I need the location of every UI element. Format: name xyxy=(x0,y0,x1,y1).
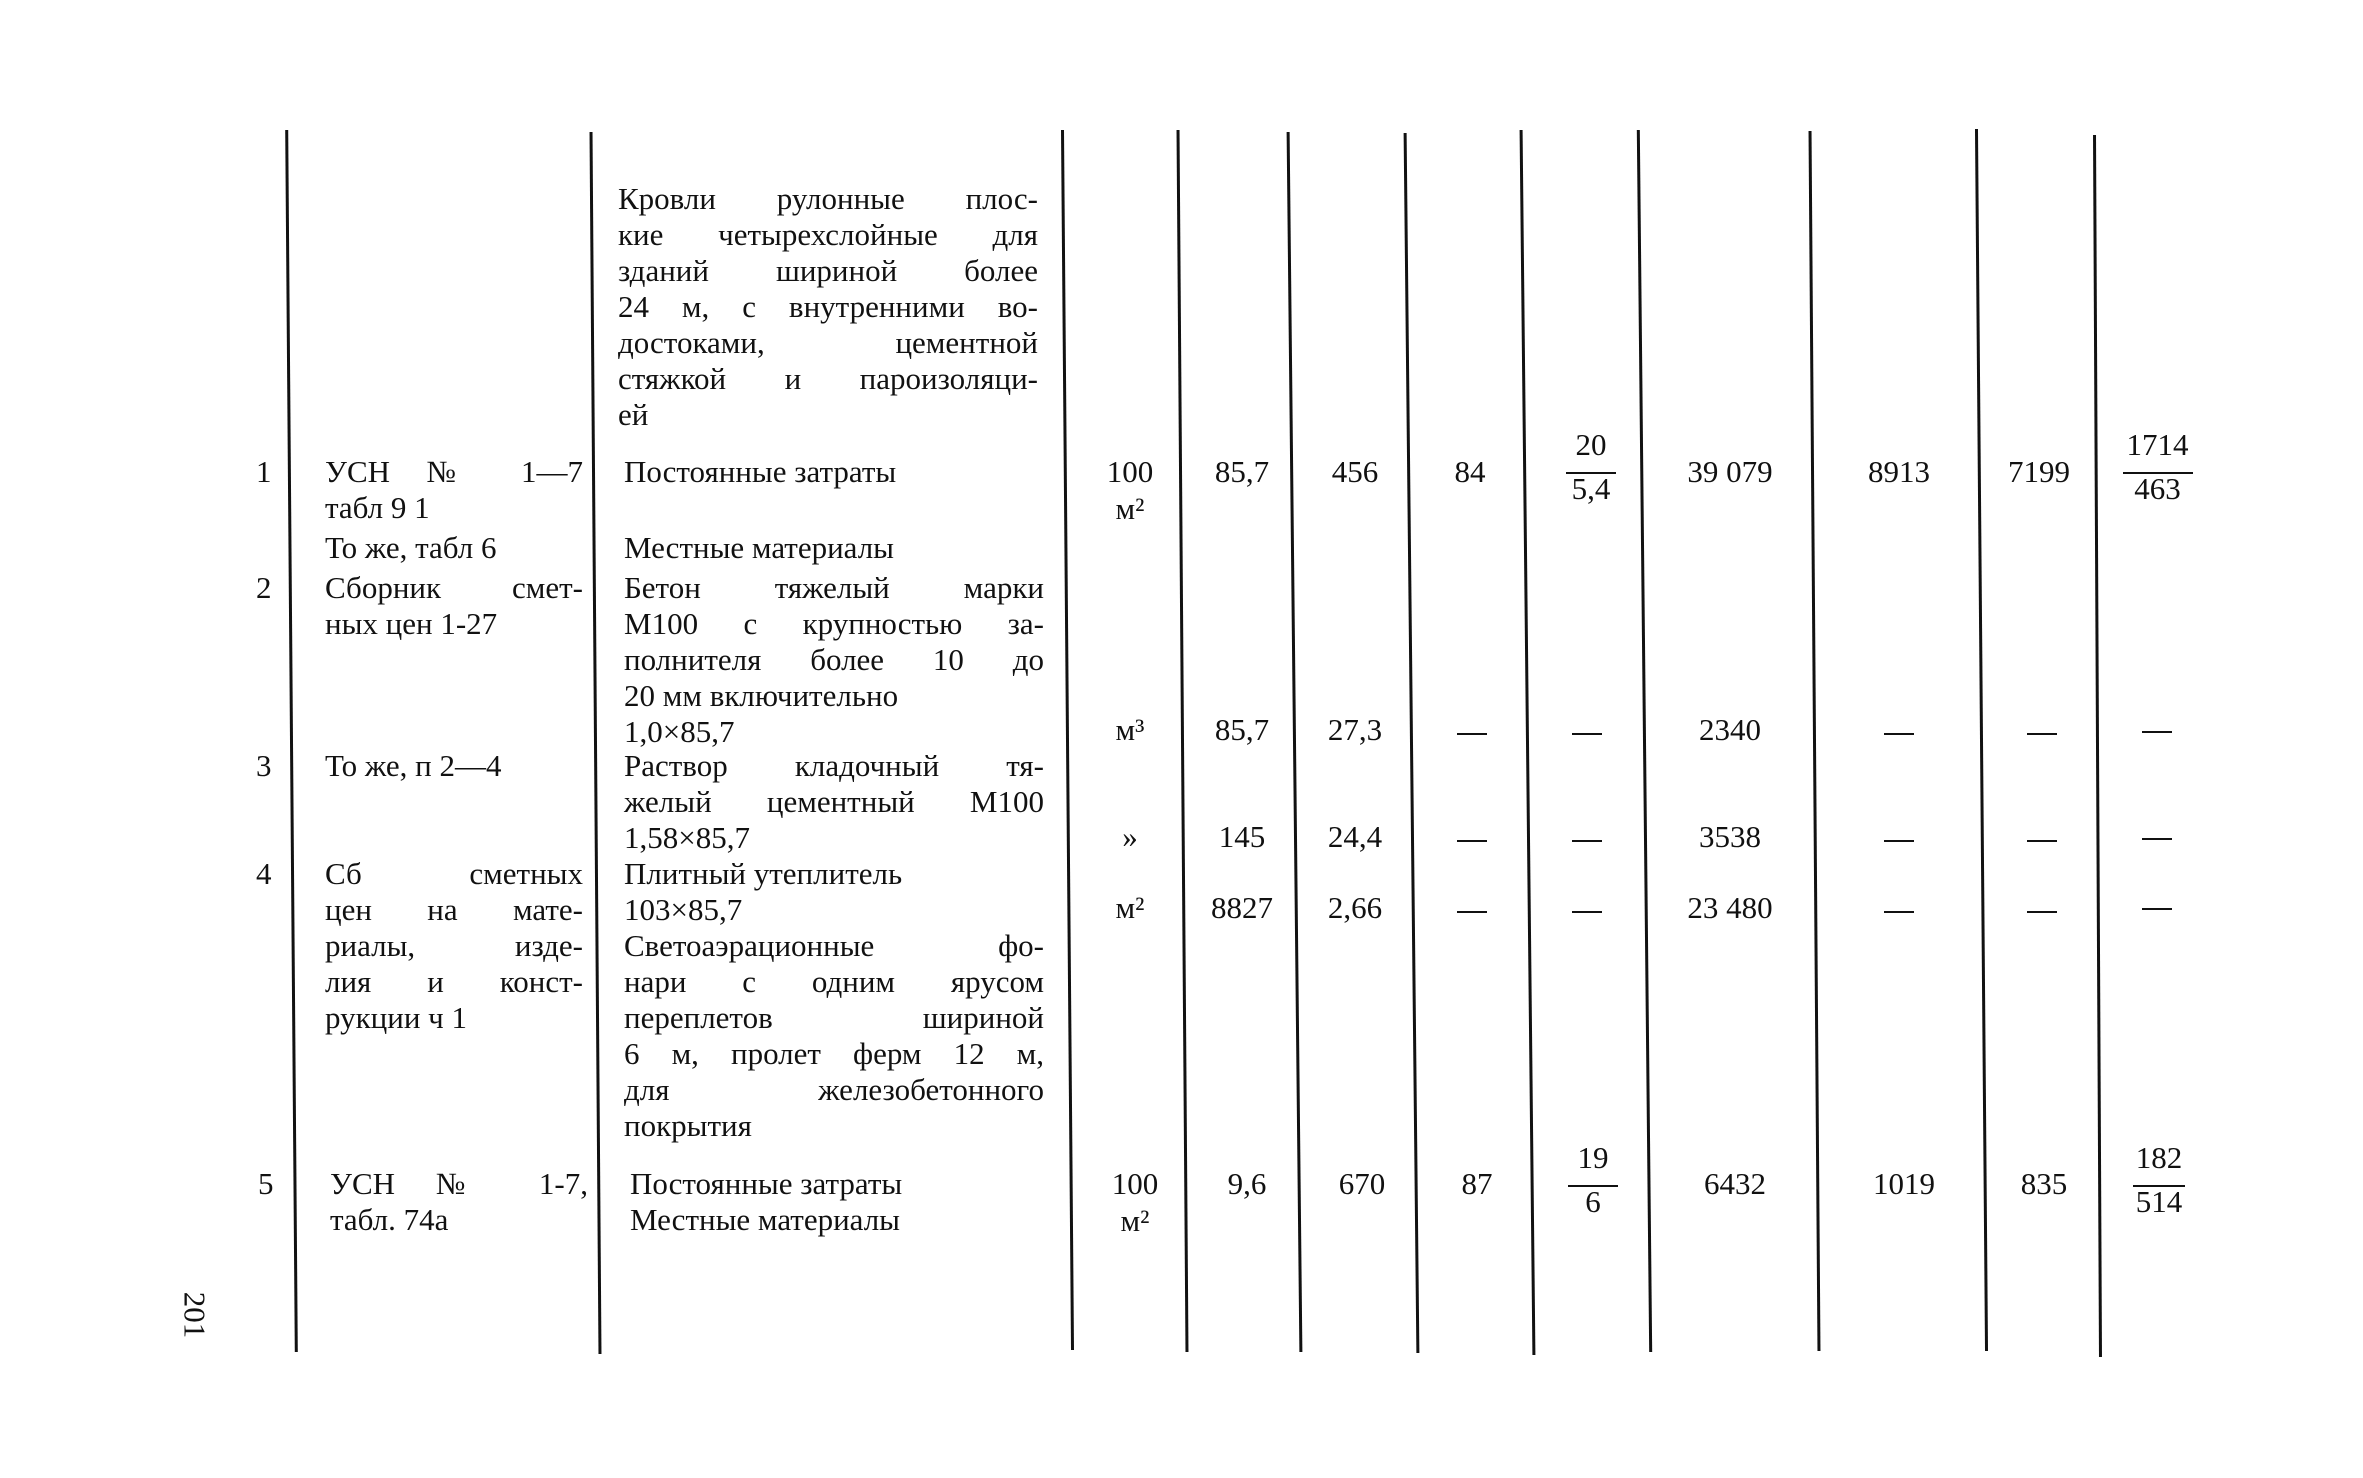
dash-col6 xyxy=(1457,840,1487,842)
name-line: Местные материалы xyxy=(630,1202,901,1237)
col11-fraction xyxy=(2110,427,2205,519)
name-line: 20 мм включительно xyxy=(624,678,899,713)
dash-col7 xyxy=(1572,911,1602,913)
header-line: Кровли рулонные плос- xyxy=(618,181,1038,216)
row-name xyxy=(624,454,1044,566)
row-name xyxy=(624,570,1044,750)
quantity: 9,6 xyxy=(1227,1166,1267,1201)
name-line-empty xyxy=(624,490,1044,526)
row-source xyxy=(325,454,583,566)
source-line: цен на мате- xyxy=(325,892,583,927)
total: 3538 xyxy=(1699,819,1761,854)
dash-col9 xyxy=(1884,911,1914,913)
dash-col10 xyxy=(2027,840,2057,842)
column-rule-2 xyxy=(590,132,602,1354)
name-line: 6 м, пролет ферм 12 м, xyxy=(624,1036,1044,1071)
section-header-description xyxy=(618,181,1038,433)
unit-value: 100 xyxy=(1111,1166,1159,1201)
price: 2,66 xyxy=(1327,890,1383,925)
source-line: табл 9 1 xyxy=(325,490,430,525)
name-line: полнителя более 10 до xyxy=(624,642,1044,677)
name-line: покрытия xyxy=(624,1108,752,1143)
name-line: М100 с крупностью за- xyxy=(624,606,1044,641)
col9-value: 8913 xyxy=(1868,454,1930,489)
source-line: лия и конст- xyxy=(325,964,583,999)
row-source xyxy=(325,856,583,1036)
col6-value: 87 xyxy=(1461,1166,1493,1201)
row-name xyxy=(624,748,1044,856)
row-number: 5 xyxy=(258,1166,274,1201)
name-line: Светоаэрационные фо- xyxy=(624,928,1044,963)
unit-value: 100 xyxy=(1106,454,1154,489)
price: 27,3 xyxy=(1327,712,1383,747)
dash-col10 xyxy=(2027,733,2057,735)
row-source: То же, п 2—4 xyxy=(325,748,502,783)
col7-fraction xyxy=(1548,1140,1638,1232)
header-line: ей xyxy=(618,397,649,432)
fraction-numerator: 182 xyxy=(2135,1140,2183,1175)
col10-value: 7199 xyxy=(2008,454,2070,489)
name-line: Плитный утеплитель xyxy=(624,856,903,891)
source-line: То же, табл 6 xyxy=(325,530,497,565)
col7-fraction xyxy=(1546,427,1636,519)
header-line: стяжкой и пароизоляци- xyxy=(618,361,1038,396)
row-number: 4 xyxy=(256,856,272,891)
fraction-numerator: 19 xyxy=(1577,1140,1609,1175)
unit: м² xyxy=(1115,491,1145,526)
row-source xyxy=(330,1166,588,1238)
unit: м² xyxy=(1115,890,1145,925)
header-line: 24 м, с внутренними во- xyxy=(618,289,1038,324)
dash-col7 xyxy=(1572,733,1602,735)
name-line: 103×85,7 xyxy=(624,892,743,927)
dash-col6 xyxy=(1457,911,1487,913)
row-number: 2 xyxy=(256,570,272,605)
source-line: ных цен 1-27 xyxy=(325,606,498,641)
total: 23 480 xyxy=(1687,890,1773,925)
col6-value: 84 xyxy=(1454,454,1486,489)
total: 6432 xyxy=(1704,1166,1766,1201)
name-line: 1,0×85,7 xyxy=(624,714,735,749)
quantity: 85,7 xyxy=(1214,454,1270,489)
unit: м² xyxy=(1120,1203,1150,1238)
dash-col11 xyxy=(2142,838,2172,840)
fraction-denominator: 6 xyxy=(1585,1184,1601,1219)
dash-col11 xyxy=(2142,731,2172,733)
dash-col7 xyxy=(1572,840,1602,842)
dash-col9 xyxy=(1884,733,1914,735)
name-line: Постоянные затраты xyxy=(624,454,897,489)
source-line: табл. 74а xyxy=(330,1202,449,1237)
page-number: 201 xyxy=(177,1291,213,1339)
price: 24,4 xyxy=(1327,819,1383,854)
source-line: рукции ч 1 xyxy=(325,1000,468,1035)
price: 456 xyxy=(1331,454,1379,489)
quantity: 85,7 xyxy=(1214,712,1270,747)
name-line: для железобетонного xyxy=(624,1072,1044,1107)
unit: » xyxy=(1122,819,1138,854)
column-rule-3 xyxy=(1061,130,1074,1350)
fraction-denominator: 463 xyxy=(2134,471,2181,506)
source-line: Сб сметных xyxy=(325,856,583,891)
row-number: 3 xyxy=(256,748,272,783)
name-line: Постоянные затраты xyxy=(630,1166,903,1201)
name-line: желый цементный М100 xyxy=(624,784,1044,819)
source-line: УСН № 1-7, xyxy=(330,1166,588,1201)
source-line: УСН № 1—7 xyxy=(325,454,583,489)
dash-col6 xyxy=(1457,733,1487,735)
fraction-numerator: 1714 xyxy=(2126,427,2189,462)
name-line: Бетон тяжелый марки xyxy=(624,570,1044,605)
row-name xyxy=(630,1166,1050,1238)
quantity: 8827 xyxy=(1211,890,1273,925)
dash-col9 xyxy=(1884,840,1914,842)
dash-col10 xyxy=(2027,911,2057,913)
col9-value: 1019 xyxy=(1873,1166,1935,1201)
quantity: 145 xyxy=(1218,819,1266,854)
name-line: Раствор кладочный тя- xyxy=(624,748,1044,783)
source-line: риалы, изде- xyxy=(325,928,583,963)
header-line: достоками, цементной xyxy=(618,325,1038,360)
dash-col11 xyxy=(2142,908,2172,910)
fraction-denominator: 5,4 xyxy=(1571,471,1611,506)
fraction-denominator: 514 xyxy=(2135,1184,2183,1219)
col10-value: 835 xyxy=(2020,1166,2068,1201)
fraction-numerator: 20 xyxy=(1575,427,1607,462)
row-name xyxy=(624,856,1044,1144)
header-line: зданий шириной более xyxy=(618,253,1038,288)
name-line: нари с одним ярусом xyxy=(624,964,1044,999)
row-number: 1 xyxy=(256,454,272,489)
row-source xyxy=(325,570,583,642)
source-line: Сборник смет- xyxy=(325,570,583,605)
header-line: кие четырехслойные для xyxy=(618,217,1038,252)
col11-fraction xyxy=(2114,1140,2204,1232)
column-rule-4 xyxy=(1177,130,1189,1352)
total: 39 079 xyxy=(1687,454,1773,489)
column-rule-1 xyxy=(285,130,298,1352)
name-line: 1,58×85,7 xyxy=(624,820,750,855)
name-line: переплетов шириной xyxy=(624,1000,1044,1035)
name-line: Местные материалы xyxy=(624,530,895,565)
price: 670 xyxy=(1338,1166,1386,1201)
unit: м³ xyxy=(1115,712,1145,747)
total: 2340 xyxy=(1699,712,1761,747)
